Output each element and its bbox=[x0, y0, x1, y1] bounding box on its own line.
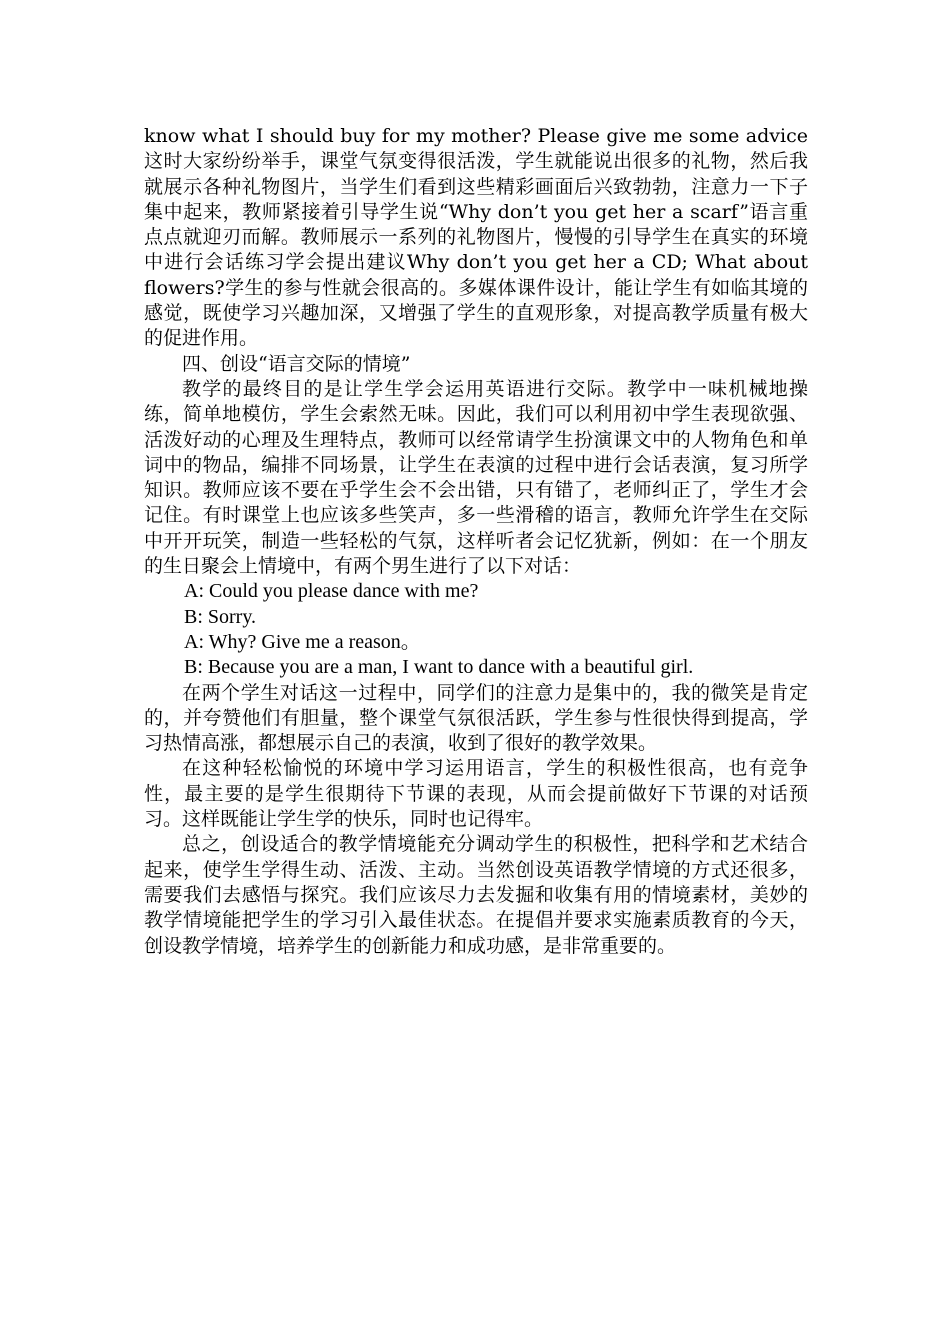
paragraph-teaching-goal: 教学的最终目的是让学生学会运用英语进行交际。教学中一味机械地操练，简单地模仿，学生会索然无味。因此，我们可以利用初中学生表现欲强、活泼好动的心理及生理特点，教师可以经常请学生扮演课文中的人物角色和单词中的物品，编排不同场景，让学生在表演的过程中进行会话表演，复习所学知识。教师应该不要在乎学生会不会出错，只有错了，老师纠正了，学生才会记住。有时课堂上也应该多些笑声，多一些滑稽的语言，教师允许学生在交际中开开玩笑，制造一些轻松的气氛，这样听者会记忆犹新，例如：在一个朋友的生日聚会上情境中，有两个男生进行了以下对话： bbox=[144, 377, 808, 578]
dialogue-line-1: A: Could you please dance with me? bbox=[184, 580, 479, 603]
dialogue-line-2: B: Sorry. bbox=[184, 605, 257, 628]
dialogue-line-4: B: Because you are a man, I want to dance with a beautiful girl. bbox=[184, 656, 694, 679]
dialogue-line-3: A: Why? Give me a reason。 bbox=[184, 630, 421, 653]
section-heading-4: 四、创设“语言交际的情境” bbox=[182, 352, 411, 375]
document-body bbox=[144, 124, 808, 959]
paragraph-attention: 在两个学生对话这一过程中，同学们的注意力是集中的，我的微笑是肯定的，并夸赞他们有胆量，整个课堂气氛很活跃，学生参与性很快得到提高，学习热情高涨，都想展示自己的表演，收到了很好的教学效果。 bbox=[144, 681, 808, 755]
paragraph-summary: 总之，创设适合的教学情境能充分调动学生的积极性，把科学和艺术结合起来，使学生学得生动、活泼、主动。当然创设英语教学情境的方式还很多，需要我们去感悟与探究。我们应该尽力去发掘和收集有用的情境素材，美妙的教学情境能把学生的学习引入最佳状态。在提倡并要求实施素质教育的今天，创设教学情境，培养学生的创新能力和成功感，是非常重要的。 bbox=[144, 833, 808, 957]
paragraph-relaxed-environment: 在这种轻松愉悦的环境中学习运用语言，学生的积极性很高，也有竞争性，最主要的是学生很期待下节课的表现，从而会提前做好下节课的对话预习。这样既能让学生学的快乐，同时也记得牢。 bbox=[144, 757, 808, 831]
paragraph-multimedia: know what I should buy for my mother? Please give me some advice这时大家纷纷举手，课堂气氛变得很活泼，学生就能说出很多的礼物，然后我就展示各种礼物图片，当学生们看到这些精彩画面后兴致勃勃，注意力一下子集中起来，教师紧接着引导学生说“Why don’t you get her a scarf”语言重点点就迎刃而解。教师展示一系列的礼物图片，慢慢的引导学生在真实的环境中进行会话练习学会提出建议Why don’t you get her a CD; What about flowers?学生的参与性就会很高的。多媒体课件设计，能让学生有如临其境的感觉，既使学习兴趣加深，又增强了学生的直观形象，对提高教学质量有极大的促进作用。 bbox=[144, 125, 808, 350]
